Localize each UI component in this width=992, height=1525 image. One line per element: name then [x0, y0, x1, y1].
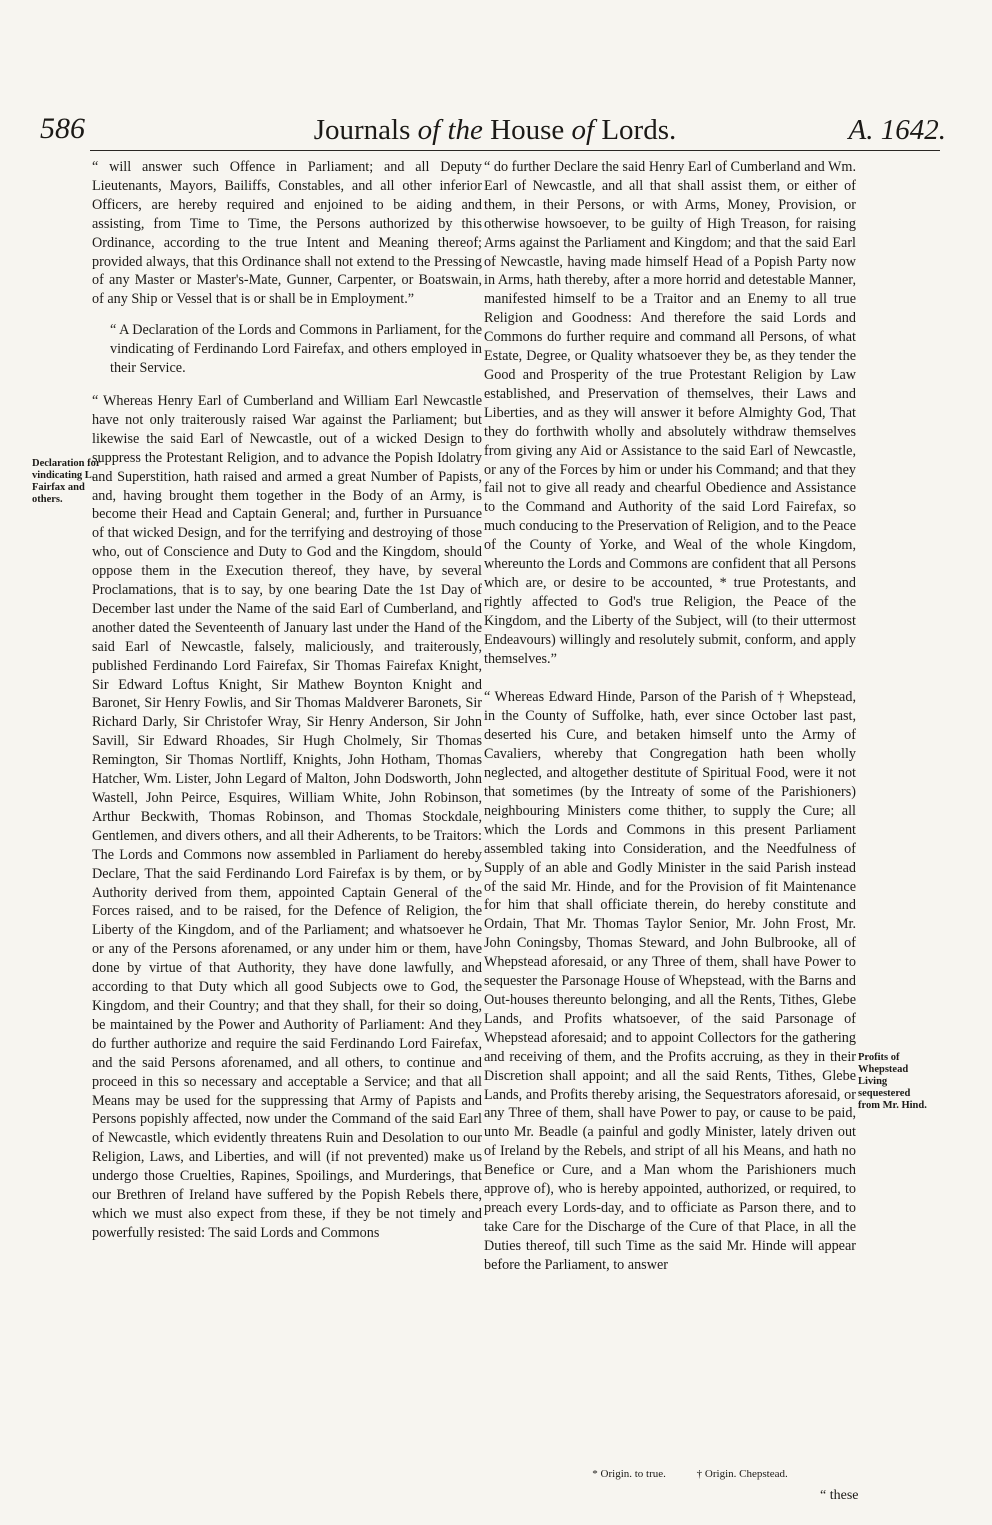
declaration-continuation-paragraph: “ do further Declare the said Henry Earl of Cumberland and Wm. Earl of Newcastle, and all that shall assist them, or either of them, in their Persons, or with Arms, Money, Provision, or otherwise howsoever, to be guilty of High Treason, for raising Arms against the Parliament and Kingdom; and that the said Earl of Newcastle, having made himself Head of a Popish Party now in Arms, hath thereby, after a more horrid and detestable Manner, manifested himself to be a Traitor and an Enemy to all true Religion and Goodness: And therefore the said Lords and Commons do further require and command all Persons, of what Estate, Degree, or Quality whatsoever they be, as they tender the Good and Prosperity of the true Protestant Religion by Law established, and Preservation of themselves, their Laws and Liberties, and as they will answer it before Almighty God, That they do forthwith wholly and absolutely withdraw themselves from giving any Aid or Assistance to the said Earl of Newcastle, or any of the Forces by him or under his Command; and that they fail not to give all ready and chearful Obedience and Assistance to the Command and Authority of the said Lord Fairefax, so much conducing to the Preservation of Religion, and to the Peace of the County of Yorke, and Weal of the whole Kingdom, whereunto the Lords and Commons are confident that all Persons which are, or desire to be accounted, * true Protestants, and rightly affected to God's true Religion, the Peace of the Kingdom, and the Liberty of the Subject, will (to their uttermost Endeavours) willingly and resolutely submit, conform, and apply themselves.”	[484, 159, 856, 667]
running-header	[30, 106, 960, 152]
footnotes	[560, 1468, 820, 1480]
title-word-of: of	[417, 114, 441, 146]
title-word-journals: Journals	[313, 114, 411, 146]
ordinance-conclusion-paragraph: “ will answer such Offence in Parliament; and all Deputy Lieutenants, Mayors, Bailiffs, Constables, and all other inferior Officers, are hereby required and enjoined to be aiding and assisting, from Time to Time, the Persons authorized by this Ordinance, according to the true Intent and Meaning thereof; provided always, that this Ordinance shall not extend to the Pressing of any Master or Master's-Mate, Gunner, Carpenter, or Boatswain, of any Ship or Vessel that is or shall be in Employment.”	[92, 159, 482, 308]
title-word-of-2: of	[571, 114, 595, 146]
page-number: 586	[40, 112, 85, 145]
footnote-1: * Origin. to true.	[592, 1468, 666, 1480]
margin-note-right: Profits of Whepstead Living sequestered from Mr. Hind.	[858, 1052, 927, 1111]
catchword: “ these	[820, 1488, 859, 1503]
title-word-lords: Lords.	[601, 114, 677, 146]
footnote-2: † Origin. Chepstead.	[696, 1468, 788, 1480]
declaration-title: “ A Declaration of the Lords and Commons in Parliament, for the vindicating of Ferdinando Lord Fairefax, and others employed in their Service.	[110, 322, 482, 377]
title-word-house: House	[490, 114, 565, 146]
title-word-the: the	[447, 114, 483, 146]
declaration-paragraph: “ Whereas Henry Earl of Cumberland and William Earl Newcastle have not only traiterously raised War against the Parliament; but likewise the said Earl of Newcastle, out of a wicked Design to suppress the Protestant Religion, and to advance the Popish Idolatry and Superstition, hath raised and armed a great Number of Papists, and, having brought them together in the Body of an Army, is become their Head and Captain General; and, further in Pursuance of that wicked Design, and for the terrifying and destroying of those who, out of Conscience and Duty to God and the Kingdom, should oppose them in the Execution thereof, they have, by several Proclamations, that is to say, by one bearing Date the 1st Day of December last under the Name of the said Earl of Cumberland, and another dated the Seventeenth of January last under the Hand of the said Earl of Newcastle, falsely, maliciously, and traiterously, published Ferdinando Lord Fairefax, Sir Thomas Fairefax Knight, Sir Edward Loftus Knight, Sir Mathew Boynton Knight and Baronet, Sir Henry Fowlis, and Sir Thomas Maldverer Baronets, Sir Richard Darly, Sir Christofer Wray, Sir Henry Anderson, Sir John Savill, Sir Edward Rhoades, Sir Hugh Cholmely, Sir Thomas Remington, Sir Thomas Nortliff, Knights, John Hotham, Thomas Hatcher, Wm. Lister, John Legard of Malton, John Dodsworth, John Wastell, John Peirce, Esquires, William White, John Robinson, Arthur Beckwith, Thomas Robinson, and Thomas Stockdale, Gentlemen, and divers others, and all their Adherents, to be Traitors: The Lords and Commons now assembled in Parliament do hereby Declare, That the said Ferdinando Lord Fairefax is by them, or by Authority derived from them, appointed Captain General of the Forces raised, and to be raised, for the Defence of Religion, the Liberty of the Kingdom, and of the Parliament; and whatsoever he or any of the Persons aforenamed, or any under him or them, have done by virtue of that Authority, they have done lawfully, and according to that Duty which all good Subjects owe to God, the Kingdom, and their Country; and that they shall, for their so doing, be maintained by the Power and Authority of Parliament: And they do further authorize and require the said Ferdinando Lord Fairefax, and the said Persons aforenamed, and all others, to continue and proceed in this so necessary and acceptable a Service; and that all Means may be used for the suppressing that Army of Papists and Persons popishly affected, now under the Command of the said Earl of Newcastle, which evidently threatens Ruin and Desolation to our Religion, Laws, and Liberties, and will (if not prevented) make us undergo those Cruelties, Rapines, Spoilings, and Murderings, that our Brethren of Ireland have suffered by the Popish Rebels there, which we must also expect from these, if they be not timely and powerfully resisted: The said Lords and Commons	[92, 392, 482, 1241]
whepstead-ordinance-paragraph: “ Whereas Edward Hinde, Parson of the Parish of † Whepstead, in the County of Suffolke, hath, ever since October last past, deserted his Cure, and betaken himself unto the Army of Cavaliers, whereby that Congregation hath been wholly neglected, and altogether destitute of Spiritual Food, were it not that sometimes (by the Intreaty of some of the Parishioners) neighbouring Ministers come thither, to supply the Cure; all which the Lords and Commons in this present Parliament assembled taking into Consideration, and the Needfulness of Supply of an able and Godly Minister in the said Parish instead of the said Mr. Hinde, and for the Provision of fit Maintenance for him that shall officiate therein, do hereby constitute and Ordain, That Mr. Thomas Taylor Senior, Mr. John Frost, Mr. John Coningsby, Thomas Steward, and John Bulbrooke, all of Whepstead aforesaid, or any Three of them, shall have Power to sequester the Parsonage House of Whepstead, with the Barns and Out-houses thereunto belonging, and all the Rents, Tithes, Glebe Lands, and Profits whatsoever, of the said Parsonage of Whepstead aforesaid; and to appoint Collectors for the gathering and receiving of them, and the Profits accruing, as they in their Discretion shall appoint; and all the said Rents, Tithes, Glebe Lands, and Profits thereby arising, the Sequestrators aforesaid, or any Three of them, shall have Power to pay, or cause to be paid, unto Mr. Beadle (a painful and godly Minister, lately driven out of Ireland by the Rebels, and stript of all his Means, and hath no Benefice or Cure, and a Man whom the Parishioners much approve of), who is hereby appointed, authorized, or required, to preach every Lords-day, and to officiate as Parson there, and to take Care for the Discharge of the Cure of that Place, in all the Duties thereof, till such Time as the said Mr. Hinde will appear before the Parliament, to answer	[484, 689, 856, 1273]
running-title	[30, 114, 960, 147]
header-rule	[90, 150, 940, 151]
right-column	[484, 158, 856, 1275]
left-column	[92, 158, 482, 1243]
year-label: A. 1642.	[848, 114, 946, 146]
margin-note-left: Declaration for vindicating L. Fairfax and others.	[32, 458, 101, 505]
